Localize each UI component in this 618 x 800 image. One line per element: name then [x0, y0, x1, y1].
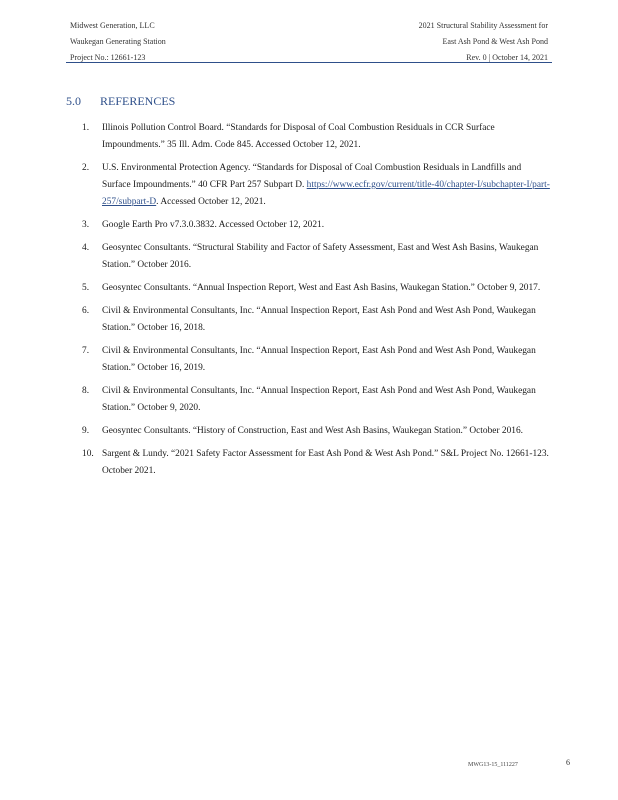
- reference-item: [82, 423, 552, 440]
- reference-text-segment: Illinois Pollution Control Board. “Standards for Disposal of Coal Combustion Residuals in CCR Surface Impoundments.” 35 Ill. Adm. Code 845. Accessed October 12, 2021.: [102, 123, 495, 150]
- header-divider: [66, 62, 552, 63]
- reference-number: 2.: [82, 163, 90, 173]
- reference-text: [102, 123, 495, 150]
- reference-item: [82, 120, 552, 154]
- reference-item: [82, 160, 552, 211]
- reference-item: [82, 446, 552, 480]
- reference-text: [102, 243, 538, 270]
- header-station: Waukegan Generating Station: [70, 37, 166, 46]
- header-revision-date: Rev. 0 | October 14, 2021: [466, 53, 548, 62]
- reference-text-segment: Civil & Environmental Consultants, Inc. “Annual Inspection Report, East Ash Pond and West Ash Pond, Waukegan Station.” October 16, 2018.: [102, 306, 536, 333]
- reference-text: [102, 426, 523, 436]
- reference-text: [102, 283, 540, 293]
- footer-document-code: MWG13-15_111227: [468, 762, 518, 768]
- reference-text-segment: Civil & Environmental Consultants, Inc. “Annual Inspection Report, East Ash Pond and West Ash Pond, Waukegan Station.” October 9, 2020.: [102, 386, 536, 413]
- reference-number: 7.: [82, 346, 90, 356]
- reference-number: 10.: [82, 449, 94, 459]
- reference-text: [102, 220, 324, 230]
- reference-number: 9.: [82, 426, 90, 436]
- reference-text: [102, 306, 536, 333]
- reference-text-segment: Geosyntec Consultants. “Annual Inspection Report, West and East Ash Basins, Waukegan Station.” October 9, 2017.: [102, 283, 541, 293]
- reference-item: [82, 343, 552, 377]
- reference-item: [82, 383, 552, 417]
- header-company: Midwest Generation, LLC: [70, 21, 155, 30]
- reference-list: [82, 120, 552, 486]
- reference-number: 1.: [82, 123, 90, 133]
- section-number: 5.0: [66, 94, 81, 108]
- page-number: 6: [566, 758, 570, 767]
- reference-text: [102, 346, 536, 373]
- reference-item: [82, 217, 552, 234]
- reference-number: 6.: [82, 306, 90, 316]
- reference-number: 3.: [82, 220, 90, 230]
- reference-text-segment: Geosyntec Consultants. “History of Construction, East and West Ash Basins, Waukegan Station.” October 2016.: [102, 426, 524, 436]
- reference-text: [102, 449, 549, 476]
- reference-item: [82, 303, 552, 337]
- reference-item: [82, 240, 552, 274]
- header-report-title: 2021 Structural Stability Assessment for: [418, 21, 548, 30]
- reference-text-segment: Google Earth Pro v7.3.0.3832. Accessed October 12, 2021.: [102, 220, 325, 230]
- reference-text-segment: U.S. Environmental Protection Agency. “Standards for Disposal of Coal Combustion Residuals in Landfills and Surface Impoundments.” 40 CFR Part 257 Subpart D.: [102, 163, 522, 190]
- header-left: [70, 18, 166, 66]
- reference-text-segment: Geosyntec Consultants. “Structural Stability and Factor of Safety Assessment, East and West Ash Basins, Waukegan Station.” October 2016.: [102, 243, 539, 270]
- header-report-subject: East Ash Pond & West Ash Pond: [442, 37, 548, 46]
- reference-number: 5.: [82, 283, 90, 293]
- header-project-number: Project No.: 12661-123: [70, 53, 146, 62]
- reference-text-segment: Civil & Environmental Consultants, Inc. “Annual Inspection Report, East Ash Pond and West Ash Pond, Waukegan Station.” October 16, 2019.: [102, 346, 536, 373]
- reference-link[interactable]: https://www.ecfr.gov/current/title-40/chapter-I/subchapter-I/part-257/subpart-D: [102, 180, 550, 207]
- reference-number: 4.: [82, 243, 90, 253]
- section-title: REFERENCES: [100, 94, 176, 108]
- reference-text-segment: . Accessed October 12, 2021.: [156, 197, 266, 207]
- reference-item: [82, 280, 552, 297]
- reference-text: [102, 163, 550, 207]
- reference-text-segment: Sargent & Lundy. “2021 Safety Factor Assessment for East Ash Pond & West Ash Pond.” S&L Project No. 12661-123. October 2021.: [102, 449, 549, 476]
- reference-text: [102, 386, 536, 413]
- section-heading: [66, 94, 175, 109]
- reference-number: 8.: [82, 386, 90, 396]
- header-right: [419, 18, 548, 66]
